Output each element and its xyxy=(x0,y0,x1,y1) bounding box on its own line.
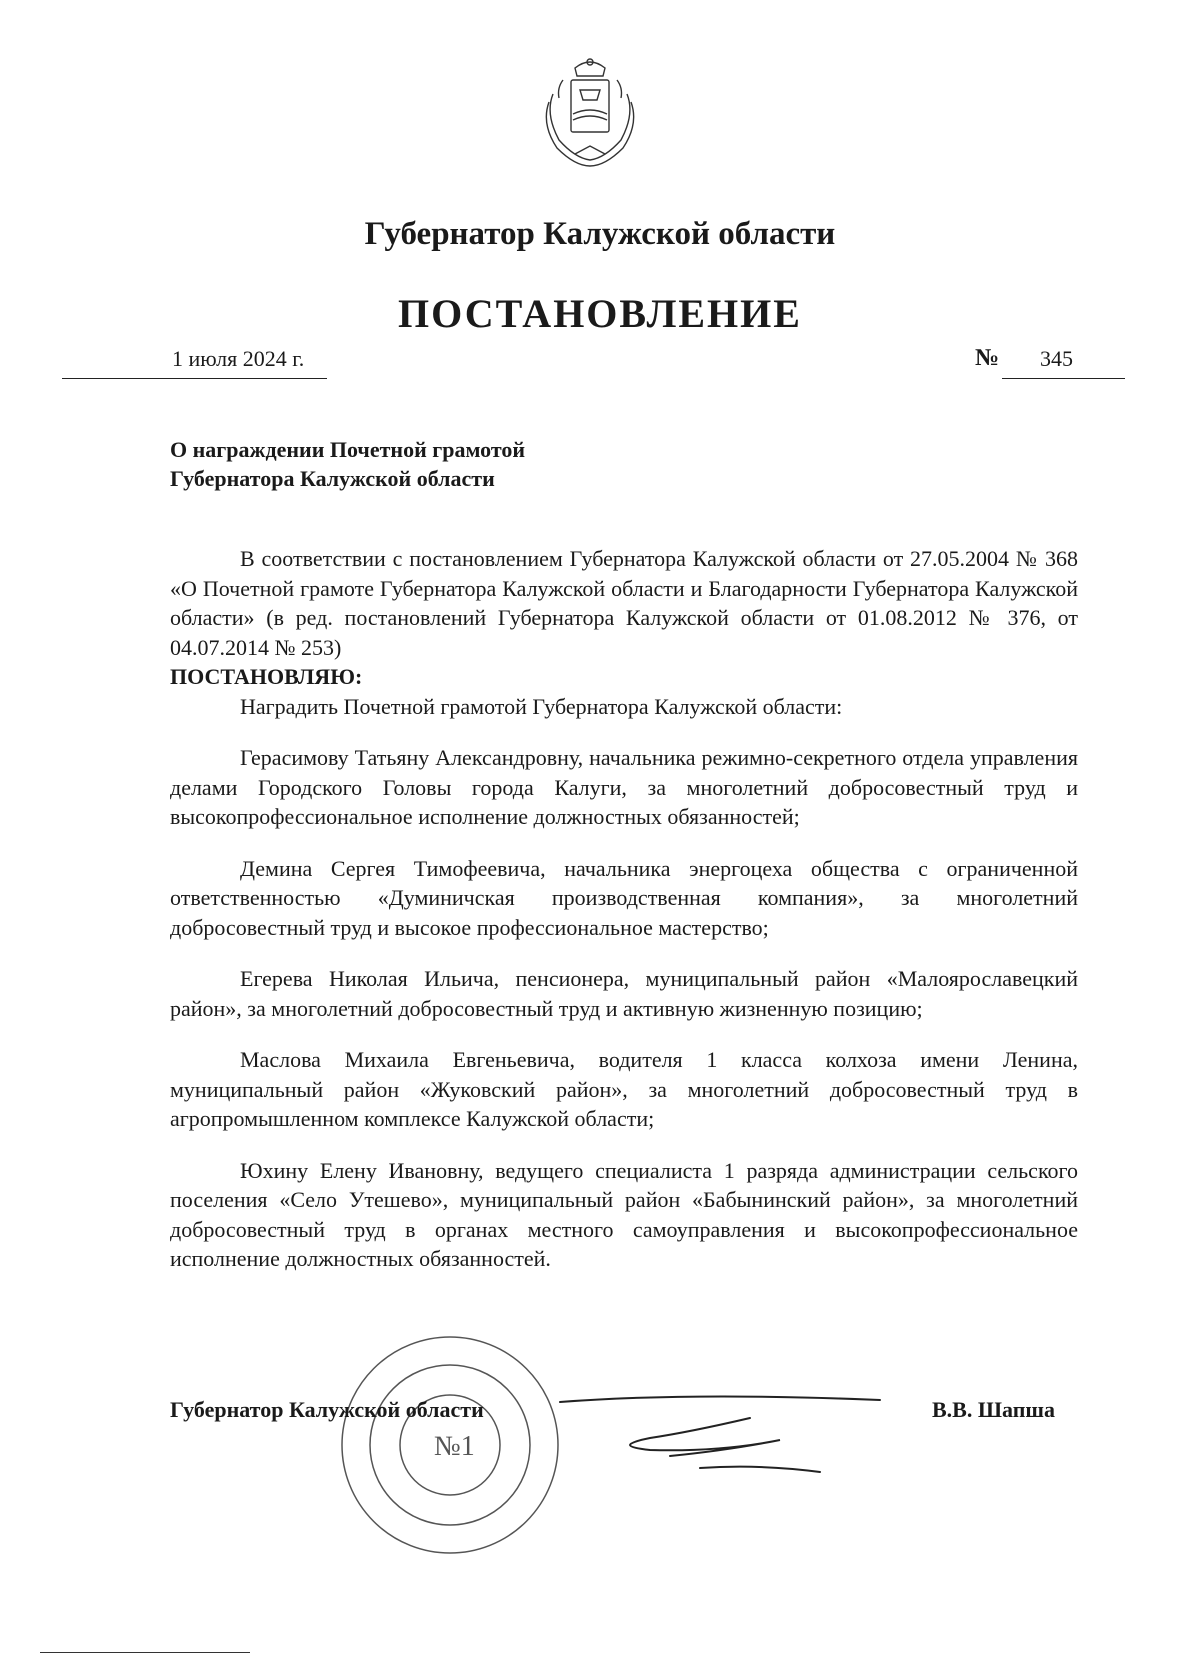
official-seal-stamp xyxy=(335,1330,565,1560)
handwritten-signature xyxy=(540,1380,940,1480)
issuing-authority: Губернатор Калужской области xyxy=(364,216,836,252)
coat-of-arms-emblem xyxy=(535,54,645,170)
recipient-paragraph: Маслова Михаила Евгеньевича, водителя 1 класса колхоза имени Ленина, муниципальный район «Жуковский район», за многолетний добросовестный труд в агропромышленном комплексе Калужской области; xyxy=(170,1047,1078,1131)
recipient-paragraph: Демина Сергея Тимофеевича, начальника энергоцеха общества с ограниченной ответственностью «Думиничская производственная компания», за многолетний добросовестный труд и высокое профессиональное мастерство; xyxy=(170,855,1078,940)
document-date: 1 июля 2024 г. xyxy=(172,346,305,371)
document-type-title: ПОСТАНОВЛЕНИЕ xyxy=(398,291,802,336)
number-sign: № xyxy=(975,345,1000,371)
recipient-paragraph: Юхину Елену Ивановну, ведущего специалиста 1 разряда администрации сельского поселения «Село Утешево», муниципальный район «Бабынинский район», за многолетний добросовестный труд в органах местного самоуправления и высокопрофессиональное исполнение должностных обязанностей. xyxy=(170,1157,1078,1271)
document-number: 345 xyxy=(1040,346,1073,371)
document-subject xyxy=(170,435,630,493)
subject-line-1: О награждении Почетной грамотой xyxy=(170,437,526,462)
recipient-paragraph: Егерева Николая Ильича, пенсионера, муниципальный район «Малоярославецкий район», за многолетний добросовестный труд и активную жизненную позицию; xyxy=(170,966,1078,1021)
award-intro: Наградить Почетной грамотой Губернатора Калужской области: xyxy=(240,693,843,719)
decree-keyword: ПОСТАНОВЛЯЮ: xyxy=(170,664,363,689)
subject-line-2: Губернатора Калужской области xyxy=(170,466,495,491)
document-body xyxy=(170,544,1078,1274)
svg-text:№1: №1 xyxy=(434,1431,475,1462)
recipient-paragraph: Герасимову Татьяну Александровну, начальника режимно-секретного отдела управления делами Городского Головы города Калуги, за многолетний добросовестный труд и высокопрофессиональное исполнение должностных обязанностей; xyxy=(170,745,1078,829)
intro-paragraph: В соответствии с постановлением Губернатора Калужской области от 27.05.2004 № 368 «О Почетной грамоте Губернатора Калужской области и Благодарности Губернатора Калужской области» (в ред. постановлений Губернатора Калужской области от 01.08.2012 № 376, от 04.07.2014 № 253) xyxy=(170,546,1078,660)
signatory-title: Губернатор Калужской области xyxy=(170,1397,484,1422)
signatory-name: В.В. Шапша xyxy=(932,1397,1055,1422)
footer-rule xyxy=(40,1652,250,1653)
